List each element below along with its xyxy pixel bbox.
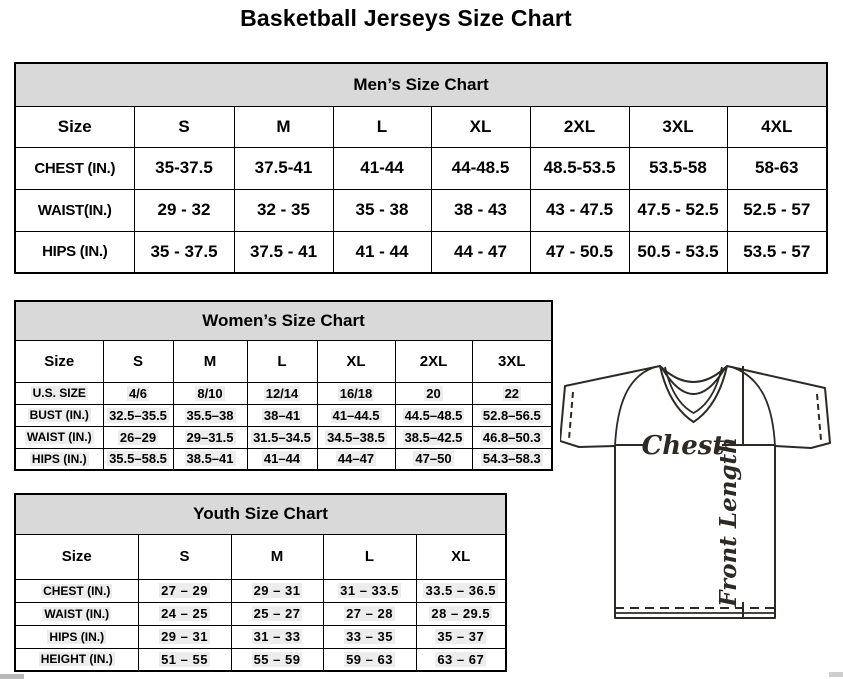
size-value-cell: 35 - 38 [333,189,431,231]
size-value-cell: 58-63 [727,147,827,189]
column-header-m: M [173,340,247,382]
size-value-cell: 28 – 29.5 [416,602,506,625]
table-row [15,426,552,448]
size-value-cell: 44.5–48.5 [395,404,472,426]
row-label: HIPS (IN.) [15,448,103,470]
size-value-cell: 27 – 29 [138,579,231,602]
size-value-cell: 8/10 [173,382,247,404]
column-header-xl: XL [317,340,395,382]
size-value-cell: 35 - 37.5 [134,231,234,273]
size-value-cell: 29 – 31 [138,625,231,648]
table-row [15,448,552,470]
size-value-cell: 38.5–41 [173,448,247,470]
row-label: CHEST (IN.) [15,579,138,602]
column-header-size: Size [15,534,138,579]
size-value-cell: 22 [472,382,552,404]
size-value-cell: 27 – 28 [323,602,416,625]
table-row [15,648,506,671]
table-row [15,602,506,625]
size-value-cell: 41 - 44 [333,231,431,273]
table-row [15,382,552,404]
size-value-cell: 12/14 [247,382,317,404]
column-header-l: L [333,106,431,147]
size-value-cell: 31 – 33 [231,625,323,648]
size-value-cell: 34.5–38.5 [317,426,395,448]
size-value-cell: 33 – 35 [323,625,416,648]
mens-chart-title: Men’s Size Chart [15,63,827,106]
size-value-cell: 63 – 67 [416,648,506,671]
size-value-cell: 29 – 31 [231,579,323,602]
column-header-3xl: 3XL [629,106,727,147]
size-value-cell: 32 - 35 [234,189,333,231]
row-label: CHEST (IN.) [15,147,134,189]
scrollbar-fragment-right [829,672,843,677]
row-label: HIPS (IN.) [15,231,134,273]
column-header-m: M [231,534,323,579]
size-value-cell: 38–41 [247,404,317,426]
size-value-cell: 31 – 33.5 [323,579,416,602]
size-value-cell: 29–31.5 [173,426,247,448]
size-value-cell: 38.5–42.5 [395,426,472,448]
size-value-cell: 24 – 25 [138,602,231,625]
jersey-outline [560,366,830,618]
size-value-cell: 47 - 50.5 [530,231,629,273]
womens-chart-title: Women’s Size Chart [15,301,552,340]
womens-size-chart-table [14,300,553,471]
size-value-cell: 52.8–56.5 [472,404,552,426]
size-value-cell: 54.3–58.3 [472,448,552,470]
size-value-cell: 46.8–50.3 [472,426,552,448]
jersey-measurement-diagram [560,356,836,632]
front-length-label: Front Length [715,437,742,607]
column-header-l: L [323,534,416,579]
size-value-cell: 38 - 43 [431,189,530,231]
size-value-cell: 59 – 63 [323,648,416,671]
size-value-cell: 37.5 - 41 [234,231,333,273]
size-value-cell: 41–44 [247,448,317,470]
column-header-size: Size [15,340,103,382]
column-header-s: S [103,340,173,382]
table-row [15,147,827,189]
row-label: HEIGHT (IN.) [15,648,138,671]
table-row [15,625,506,648]
row-label: HIPS (IN.) [15,625,138,648]
size-value-cell: 20 [395,382,472,404]
size-value-cell: 26–29 [103,426,173,448]
size-value-cell: 52.5 - 57 [727,189,827,231]
size-value-cell: 35-37.5 [134,147,234,189]
table-row [15,231,827,273]
column-header-3xl: 3XL [472,340,552,382]
column-header-s: S [138,534,231,579]
scrollbar-fragment-left [0,674,24,679]
size-value-cell: 47–50 [395,448,472,470]
youth-chart-title: Youth Size Chart [15,494,506,534]
column-header-s: S [134,106,234,147]
size-value-cell: 48.5-53.5 [530,147,629,189]
size-value-cell: 35.5–58.5 [103,448,173,470]
column-header-size: Size [15,106,134,147]
size-value-cell: 37.5-41 [234,147,333,189]
size-value-cell: 35 – 37 [416,625,506,648]
mens-size-chart-table [14,62,828,274]
page-title: Basketball Jerseys Size Chart [240,5,572,31]
table-row [15,579,506,602]
chest-label: Chest [641,431,725,461]
row-label: WAIST (IN.) [15,426,103,448]
size-value-cell: 53.5 - 57 [727,231,827,273]
size-value-cell: 25 – 27 [231,602,323,625]
row-label: WAIST(IN.) [15,189,134,231]
size-value-cell: 55 – 59 [231,648,323,671]
size-value-cell: 47.5 - 52.5 [629,189,727,231]
row-label: U.S. SIZE [15,382,103,404]
size-value-cell: 4/6 [103,382,173,404]
size-value-cell: 16/18 [317,382,395,404]
size-value-cell: 32.5–35.5 [103,404,173,426]
size-value-cell: 50.5 - 53.5 [629,231,727,273]
column-header-2xl: 2XL [530,106,629,147]
column-header-xl: XL [416,534,506,579]
size-value-cell: 41–44.5 [317,404,395,426]
size-value-cell: 44 - 47 [431,231,530,273]
youth-size-chart-table [14,493,507,672]
column-header-xl: XL [431,106,530,147]
size-value-cell: 44–47 [317,448,395,470]
column-header-4xl: 4XL [727,106,827,147]
size-value-cell: 33.5 – 36.5 [416,579,506,602]
size-value-cell: 41-44 [333,147,431,189]
row-label: WAIST (IN.) [15,602,138,625]
size-value-cell: 35.5–38 [173,404,247,426]
size-value-cell: 43 - 47.5 [530,189,629,231]
size-value-cell: 51 – 55 [138,648,231,671]
column-header-m: M [234,106,333,147]
row-label: BUST (IN.) [15,404,103,426]
table-row [15,404,552,426]
table-row [15,189,827,231]
size-value-cell: 31.5–34.5 [247,426,317,448]
size-value-cell: 29 - 32 [134,189,234,231]
jersey-icon [560,356,836,632]
size-value-cell: 44-48.5 [431,147,530,189]
size-value-cell: 53.5-58 [629,147,727,189]
column-header-l: L [247,340,317,382]
column-header-2xl: 2XL [395,340,472,382]
